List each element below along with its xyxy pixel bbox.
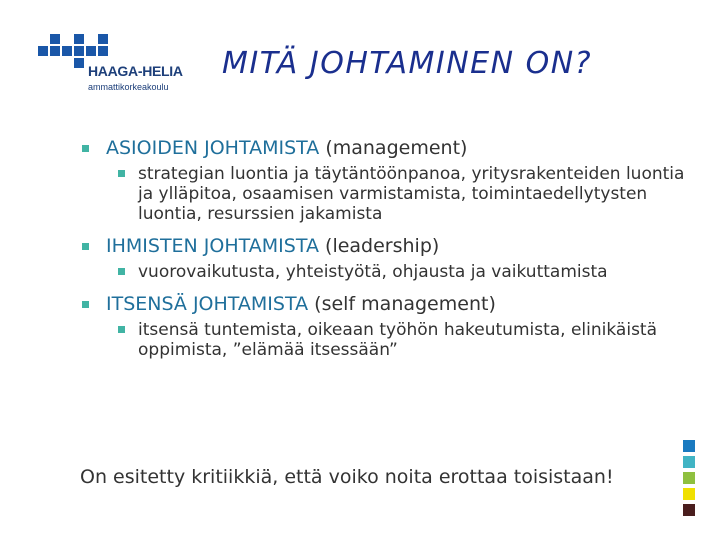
- slide-content: [80, 136, 690, 360]
- bullet-square-icon: [82, 301, 89, 308]
- section-detail: [80, 262, 690, 282]
- color-square-icon: [683, 504, 695, 516]
- heading-note: (management): [325, 137, 468, 159]
- heading-note: (self management): [314, 293, 496, 315]
- color-square-icon: [683, 440, 695, 452]
- color-square-icon: [683, 472, 695, 484]
- bullet-square-icon: [82, 145, 89, 152]
- slide-title: MITÄ JOHTAMINEN ON?: [222, 46, 593, 81]
- decorative-color-squares: [683, 440, 695, 520]
- detail-text: strategian luontia ja täytäntöönpanoa, yritysrakenteiden luontia ja ylläpitoa, osaamisen varmistamista, toimintaedellytysten luontia, resurssien jakamista: [138, 164, 685, 224]
- logo-subtitle: ammattikorkeakoulu: [88, 82, 169, 92]
- section-detail: [80, 320, 690, 360]
- bullet-square-icon: [82, 243, 89, 250]
- bullet-square-icon: [118, 326, 125, 333]
- detail-text: itsensä tuntemista, oikeaan työhön hakeutumista, elinikäistä oppimista, ”elämää itsessään”: [138, 320, 658, 360]
- color-square-icon: [683, 488, 695, 500]
- heading-text: ASIOIDEN JOHTAMISTA: [106, 137, 320, 159]
- detail-text: vuorovaikutusta, yhteistyötä, ohjausta ja vaikuttamista: [138, 262, 608, 282]
- bullet-square-icon: [118, 268, 125, 275]
- closing-statement: On esitetty kritiikkiä, että voiko noita erottaa toisistaan!: [80, 466, 614, 488]
- color-square-icon: [683, 456, 695, 468]
- section-heading: [80, 292, 690, 316]
- heading-text: ITSENSÄ JOHTAMISTA: [106, 293, 309, 315]
- section-heading: [80, 136, 690, 160]
- logo-name: HAAGA-HELIA: [88, 63, 183, 79]
- haaga-helia-logo: [38, 32, 198, 94]
- section-heading: [80, 234, 690, 258]
- bullet-square-icon: [118, 170, 125, 177]
- heading-note: (leadership): [325, 235, 440, 257]
- heading-text: IHMISTEN JOHTAMISTA: [106, 235, 319, 257]
- section-detail: [80, 164, 690, 224]
